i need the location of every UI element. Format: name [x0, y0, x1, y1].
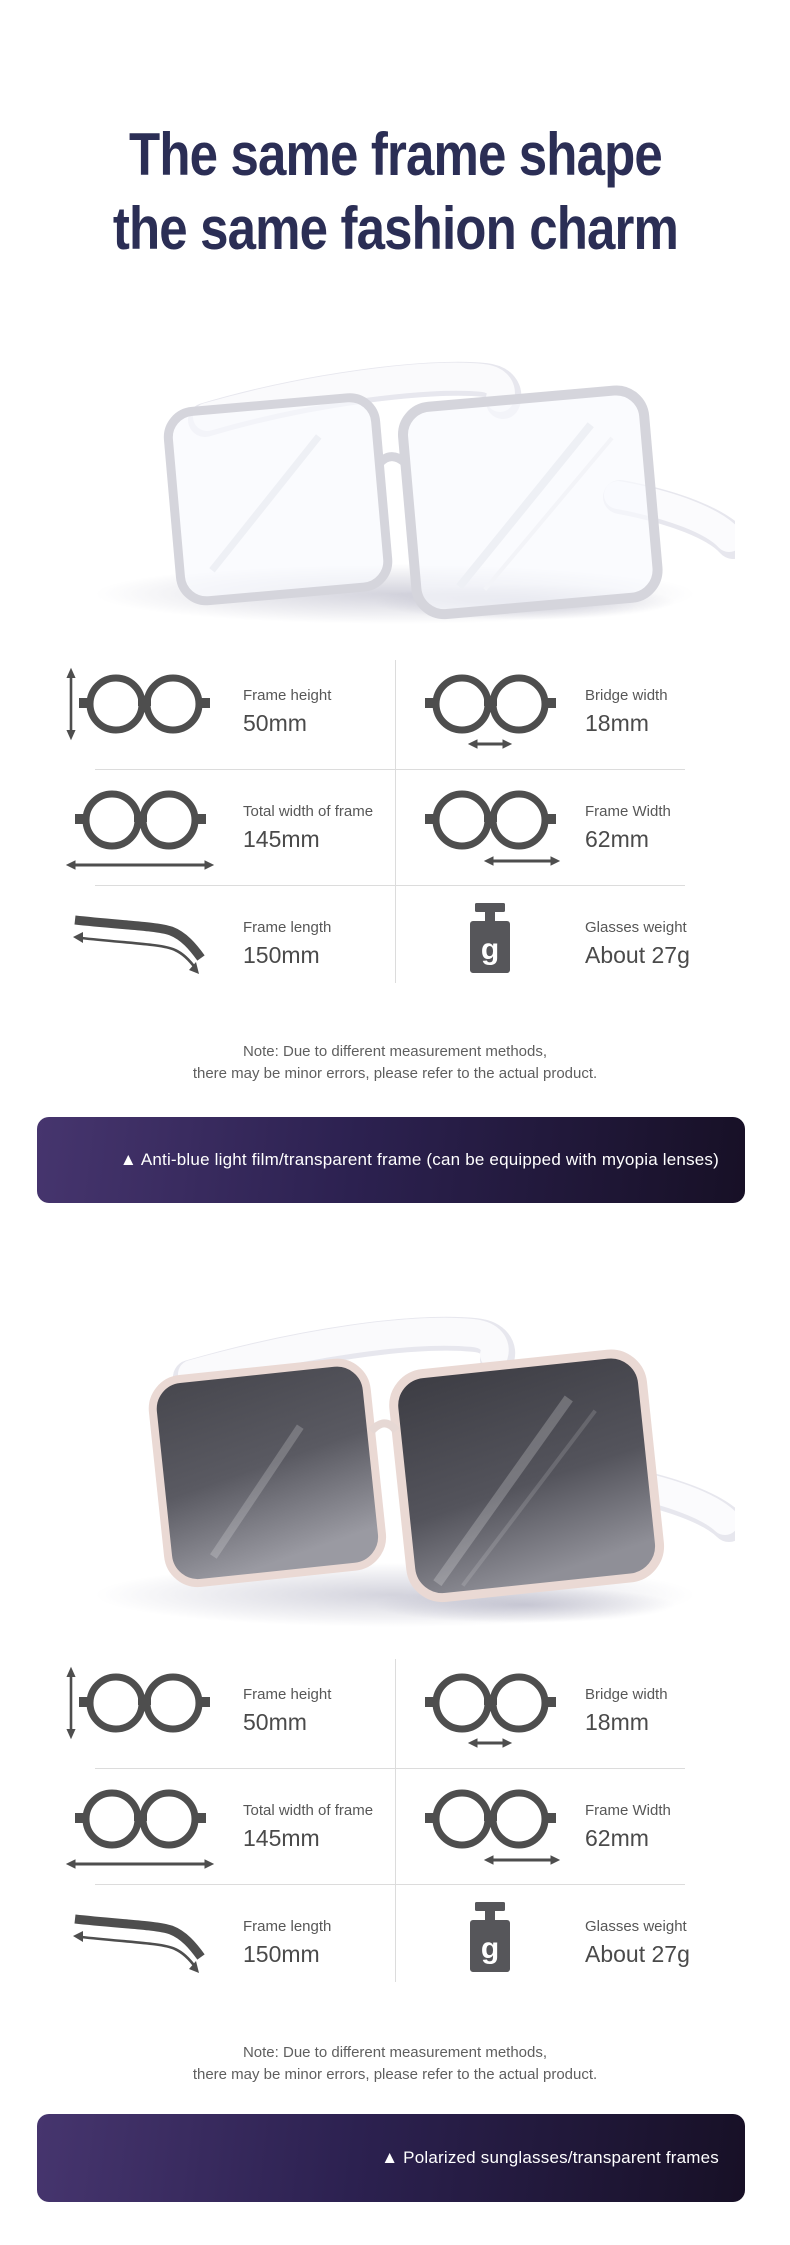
- spec-item-bridge-width: [395, 1653, 725, 1768]
- spec-item-frame-length: [65, 1885, 395, 2000]
- spec-label: Glasses weight: [585, 1917, 687, 1935]
- spec-value: 150mm: [243, 1940, 320, 1967]
- vertical-divider: [395, 660, 396, 983]
- spec-label: Glasses weight: [585, 918, 687, 936]
- spec-label: Frame length: [243, 918, 332, 936]
- note-line-2: there may be minor errors, please refer to the actual product.: [192, 2066, 598, 2083]
- spec-value: 50mm: [243, 709, 307, 736]
- spec-item-glasses-weight: [395, 886, 725, 1001]
- spec-value: 62mm: [585, 825, 649, 852]
- banner-label: ▲ Anti-blue light film/transparent frame (can be equipped with myopia lenses): [119, 1150, 719, 1169]
- spec-value: 18mm: [585, 709, 649, 736]
- weight-letter: g: [480, 1932, 500, 1965]
- spec-value: 50mm: [243, 1708, 307, 1735]
- glasses-weight-icon: [415, 896, 565, 991]
- measurement-note-1: [0, 1041, 790, 1085]
- hero-sunglasses: [0, 1253, 790, 1641]
- spec-value: 145mm: [243, 825, 320, 852]
- frame-height-icon: [65, 664, 215, 759]
- total-width-of-frame-icon: [65, 1779, 215, 1874]
- spec-value: 62mm: [585, 1824, 649, 1851]
- spec-value: About 27g: [585, 1940, 690, 1967]
- page-title-line-2: the same fashion charm: [112, 195, 678, 262]
- spec-label: Total width of frame: [243, 802, 374, 820]
- spec-item-frame-height: [65, 1653, 395, 1768]
- bridge-width-icon: [415, 1663, 565, 1758]
- total-width-of-frame-icon: [65, 780, 215, 875]
- banner-label: ▲ Polarized sunglasses/transparent frames: [381, 2148, 719, 2167]
- page-title: [0, 0, 790, 266]
- spec-value: 145mm: [243, 1824, 320, 1851]
- spec-value: 150mm: [243, 941, 320, 968]
- spec-label: Frame height: [243, 686, 332, 704]
- spec-item-frame-height: [65, 654, 395, 769]
- page-title-line-1: The same frame shape: [128, 121, 662, 188]
- frame-length-icon: [65, 1895, 215, 1990]
- product-image-sunglasses: [55, 1257, 735, 1637]
- spec-value: 18mm: [585, 1708, 649, 1735]
- spec-label: Frame Width: [585, 1801, 671, 1819]
- spec-grid-2: [65, 1653, 725, 2000]
- spec-label: Frame height: [243, 1685, 332, 1703]
- spec-label: Bridge width: [585, 686, 668, 704]
- spec-item-frame-length: [65, 886, 395, 1001]
- note-line-1: Note: Due to different measurement methods,: [242, 1043, 548, 1060]
- glasses-weight-icon: [415, 1895, 565, 1990]
- spec-item-frame-width: [395, 770, 725, 885]
- spec-label: Total width of frame: [243, 1801, 374, 1819]
- hero-clear-glasses: [0, 292, 790, 642]
- spec-value: About 27g: [585, 941, 690, 968]
- frame-height-icon: [65, 1663, 215, 1758]
- spec-label: Bridge width: [585, 1685, 668, 1703]
- spec-item-glasses-weight: [395, 1885, 725, 2000]
- banner-polarized: [37, 2114, 745, 2202]
- note-line-1: Note: Due to different measurement methods,: [242, 2044, 548, 2061]
- spec-item-frame-width: [395, 1769, 725, 1884]
- note-line-2: there may be minor errors, please refer to the actual product.: [192, 1065, 598, 1082]
- spec-grid-1: [65, 654, 725, 1001]
- frame-length-icon: [65, 896, 215, 991]
- banner-anti-blue-light: [37, 1117, 745, 1203]
- vertical-divider: [395, 1659, 396, 1982]
- weight-letter: g: [480, 933, 500, 966]
- spec-label: Frame Width: [585, 802, 671, 820]
- product-image-clear-glasses: [55, 302, 735, 632]
- spec-item-total-width: [65, 770, 395, 885]
- bridge-width-icon: [415, 664, 565, 759]
- frame-width-icon: [415, 780, 565, 875]
- measurement-note-2: [0, 2042, 790, 2086]
- spec-item-bridge-width: [395, 654, 725, 769]
- spec-item-total-width: [65, 1769, 395, 1884]
- frame-width-icon: [415, 1779, 565, 1874]
- spec-label: Frame length: [243, 1917, 332, 1935]
